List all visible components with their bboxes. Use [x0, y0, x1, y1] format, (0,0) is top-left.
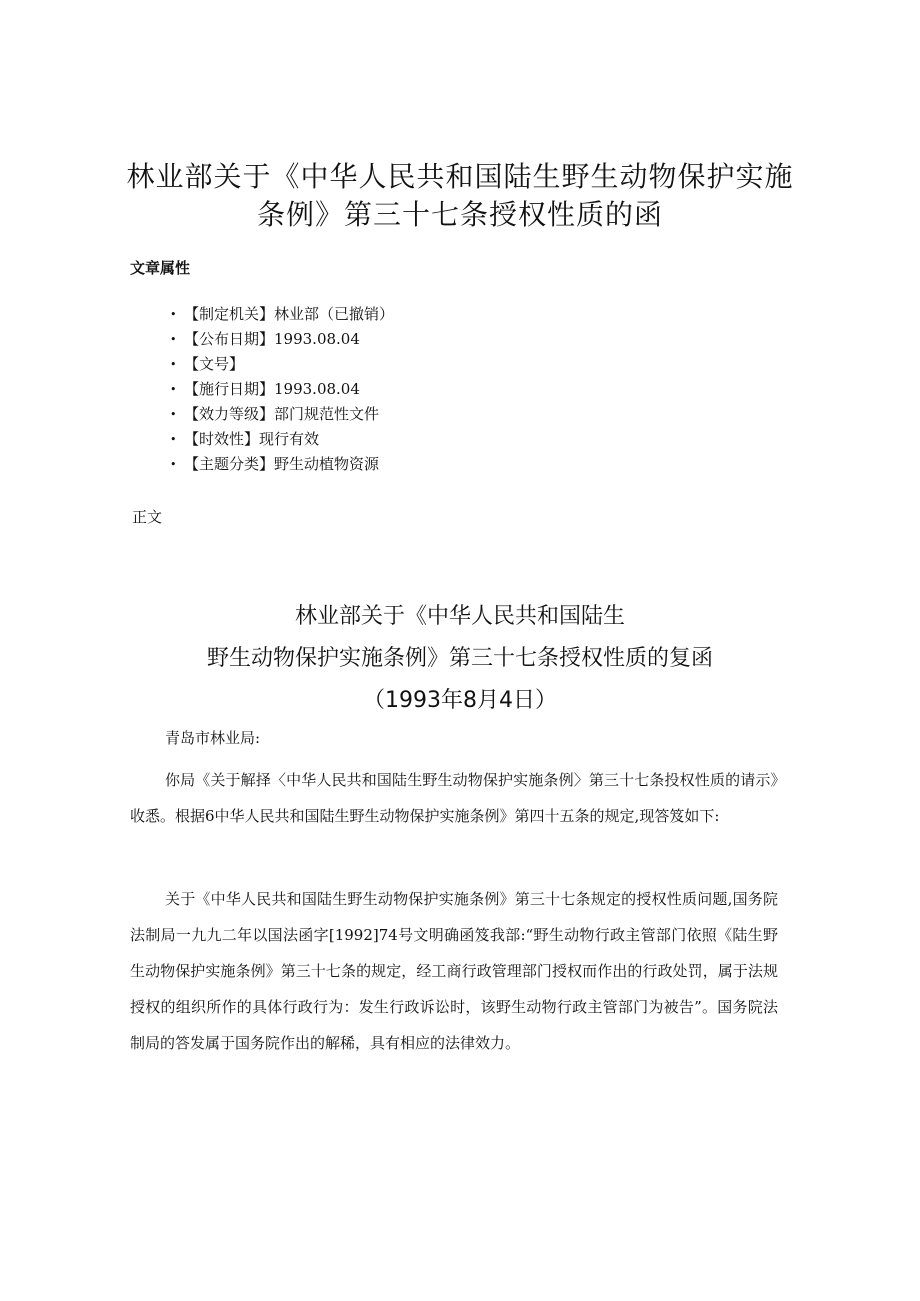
bullet-icon: •: [170, 433, 177, 446]
attribute-text: 【效力等级】部门规范性文件: [184, 405, 380, 423]
bullet-icon: •: [170, 308, 177, 321]
document-title-line1: 林业部关于《中华人民共和国陆生野生动物保护实施: [126, 160, 794, 193]
letter-paragraph-2: 关于《中华人民共和国陆生野生动物保护实施条例》第三十七条规定的授权性质问题,国务院法制局一九九二年以国法函字[1992]74号文明确函笈我部:“野生动物行政主管部门依照《陆生野生动物保护实施条例》第三十七条的规定，经工商行政管理部门授权而作出的行政处罚，属于法规授权的组织所作的具体行政行为：发生行政诉讼时，该野生动物行政主管部门为被告”。国务院法制局的答发属于国务院作出的解稀，具有相应的法律效力。: [130, 890, 778, 1052]
bullet-icon: •: [170, 458, 177, 471]
attributes-list: [170, 302, 394, 477]
document-title-line2: 条例》第三十七条授权性质的函: [256, 198, 663, 231]
attribute-item-doc-number: [170, 352, 394, 377]
attribute-item-legal-level: [170, 402, 394, 427]
letter-title-date: （1993年8月4日）: [363, 688, 557, 713]
attribute-item-category: [170, 452, 394, 477]
bullet-icon: •: [170, 408, 177, 421]
letter-paragraph-1: 你局《关于解择〈中华人民共和国陆生野生动物保护实施条例〉第三十七条投权性质的请示》收悉。根据6中华人民共和国陆生野生动物保护实施条例》第四十五条的规定,现答笈如下:: [130, 771, 778, 825]
bullet-icon: •: [170, 358, 177, 371]
letter-title-line2: 野生动物保护实施条例》第三十七条授权性质的复函: [206, 646, 713, 671]
letter-title-line1: 林业部关于《中华人民共和国陆生: [294, 604, 625, 629]
attribute-item-publish-date: [170, 327, 394, 352]
document-title: [100, 158, 820, 234]
attribute-text: 【文号】: [184, 355, 245, 373]
bullet-icon: •: [170, 383, 177, 396]
letter-salutation: 青岛市林业局:: [165, 729, 261, 747]
attribute-text: 【施行日期】1993.08.04: [184, 380, 360, 398]
letter-title: [100, 596, 820, 722]
attribute-text: 【主题分类】野生动植物资源: [184, 455, 380, 473]
attributes-heading: 文章属性: [130, 259, 191, 277]
body-label: 正文: [132, 508, 163, 526]
attribute-item-issuer: [170, 302, 394, 327]
attribute-item-effective-date: [170, 377, 394, 402]
attribute-text: 【时效性】现行有效: [184, 430, 320, 448]
attribute-text: 【公布日期】1993.08.04: [184, 330, 360, 348]
attribute-text: 【制定机关】林业部（已撤销）: [184, 305, 395, 323]
attribute-item-validity: [170, 427, 394, 452]
bullet-icon: •: [170, 333, 177, 346]
